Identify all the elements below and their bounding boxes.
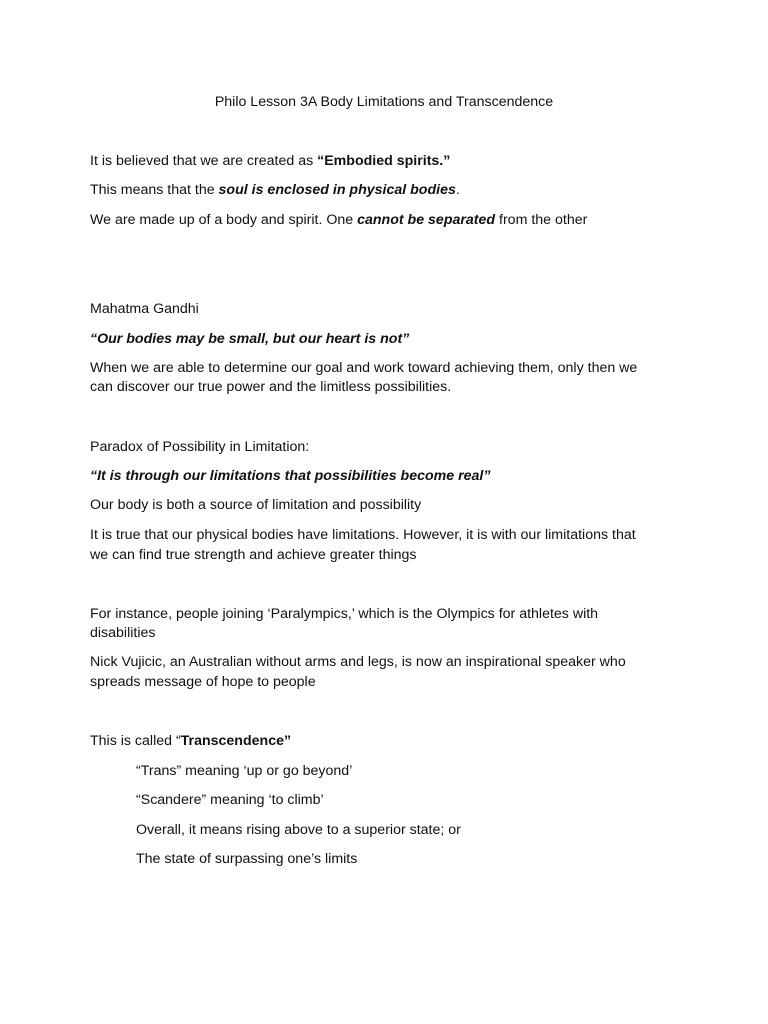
- embodied-spirits-emphasis: “Embodied spirits.”: [317, 153, 451, 169]
- transcendence-heading-text: This is called “: [90, 733, 181, 749]
- nick-vujicic-line-2: spreads message of hope to people: [90, 674, 316, 690]
- transcendence-item-trans: “Trans” meaning ‘up or go beyond’: [136, 763, 353, 779]
- paralympics-line-1: For instance, people joining ‘Paralympics,’ which is the Olympics for athletes with: [90, 606, 599, 622]
- intro-line-2-text: This means that the: [90, 182, 219, 198]
- transcendence-heading: [90, 731, 690, 751]
- gandhi-text-line-1: When we are able to determine our goal and work toward achieving them, only then we: [90, 360, 638, 376]
- intro-line-2-end: .: [455, 182, 460, 198]
- gandhi-text-line-2: can discover our true power and the limitless possibilities.: [90, 379, 452, 395]
- intro-line-3-text: We are made up of a body and spirit. One: [90, 212, 358, 228]
- paralympics-line-2: disabilities: [90, 625, 156, 641]
- intro-line-3-end: from the other: [495, 212, 588, 228]
- cannot-be-separated-emphasis: cannot be separated: [357, 212, 496, 228]
- gandhi-name: Mahatma Gandhi: [90, 301, 199, 317]
- document-title: Philo Lesson 3A Body Limitations and Transcendence: [214, 94, 554, 110]
- paradox-quote: “It is through our limitations that possibilities become real”: [90, 468, 491, 484]
- nick-vujicic-line-1: Nick Vujicic, an Australian without arms and legs, is now an inspirational speaker who: [90, 654, 626, 670]
- paradox-line-2a: It is true that our physical bodies have limitations. However, it is with our limitations that: [90, 527, 636, 543]
- intro-line-1: [90, 151, 690, 171]
- intro-line-3: [90, 210, 690, 230]
- transcendence-item-overall: Overall, it means rising above to a superior state; or: [136, 822, 461, 838]
- intro-line-2: [90, 180, 690, 200]
- gandhi-quote: “Our bodies may be small, but our heart is not”: [90, 331, 410, 347]
- paradox-heading: Paradox of Possibility in Limitation:: [90, 439, 310, 455]
- transcendence-item-state: The state of surpassing one’s limits: [136, 851, 358, 867]
- transcendence-term: Transcendence”: [180, 733, 292, 749]
- paradox-line-1: Our body is both a source of limitation and possibility: [90, 497, 422, 513]
- intro-line-1-text: It is believed that we are created as: [90, 153, 318, 169]
- transcendence-item-scandere: “Scandere” meaning ‘to climb’: [136, 792, 324, 808]
- paradox-line-2b: we can find true strength and achieve greater things: [90, 547, 417, 563]
- soul-enclosed-emphasis: soul is enclosed in physical bodies: [218, 182, 456, 198]
